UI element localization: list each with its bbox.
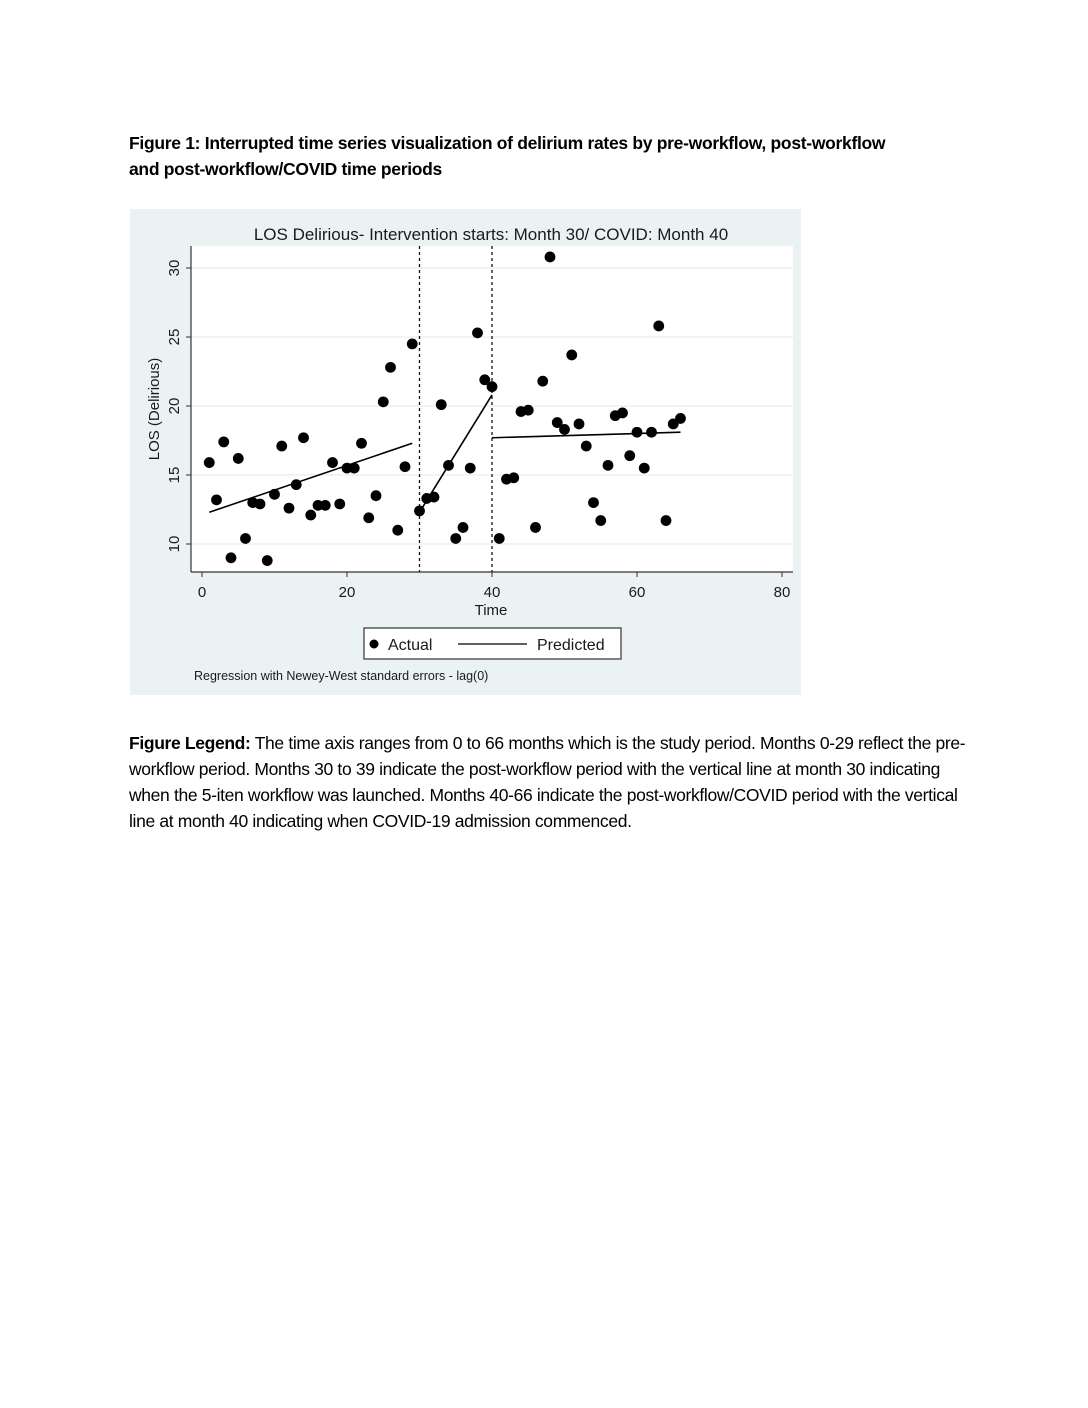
actual-point bbox=[327, 457, 338, 468]
actual-point bbox=[465, 463, 476, 474]
actual-point bbox=[559, 424, 570, 435]
actual-point bbox=[487, 381, 498, 392]
y-tick-label: 20 bbox=[166, 397, 183, 415]
actual-point bbox=[276, 441, 287, 452]
x-tick-label: 40 bbox=[483, 584, 501, 601]
actual-point bbox=[646, 427, 657, 438]
actual-point bbox=[407, 339, 418, 350]
figure-legend bbox=[129, 730, 969, 834]
actual-point bbox=[639, 463, 650, 474]
actual-point bbox=[211, 494, 222, 505]
its-chart bbox=[130, 209, 801, 695]
x-tick-label: 80 bbox=[773, 584, 791, 601]
actual-point bbox=[226, 552, 237, 563]
actual-point bbox=[450, 533, 461, 544]
actual-point bbox=[356, 438, 367, 449]
actual-point bbox=[588, 497, 599, 508]
actual-point bbox=[363, 512, 374, 523]
x-tick-label: 20 bbox=[338, 584, 356, 601]
actual-point bbox=[675, 413, 686, 424]
actual-point bbox=[298, 432, 309, 443]
actual-point bbox=[400, 461, 411, 472]
actual-point bbox=[429, 492, 440, 503]
y-tick-label: 10 bbox=[166, 535, 183, 553]
chart-title: LOS Delirious- Intervention starts: Month 30/ COVID: Month 40 bbox=[253, 225, 729, 244]
x-tick-label: 60 bbox=[628, 584, 646, 601]
figure-caption: Figure 1: Interrupted time series visualization of delirium rates by pre-workflow, post-workflow and post-workflow/COVID time periods bbox=[129, 133, 886, 179]
y-tick-label: 25 bbox=[166, 328, 183, 346]
figure-legend-body: The time axis ranges from 0 to 66 months which is the study period. Months 0-29 reflect the pre-workflow period. Months 30 to 39 indicate the post-workflow period with the vertical line at month 30 indicating when the 5-iten workflow was launched. Months 40-66 indicate the post-workflow/COVID period with the vertical line at month 40 indicating when COVID-19 admission commenced. bbox=[129, 733, 966, 831]
figure-panel bbox=[130, 209, 801, 695]
actual-point bbox=[218, 436, 229, 447]
chart-note: Regression with Newey-West standard errors - lag(0) bbox=[194, 669, 489, 683]
actual-point bbox=[392, 525, 403, 536]
actual-point bbox=[581, 441, 592, 452]
y-tick-label: 30 bbox=[166, 259, 183, 277]
actual-point bbox=[632, 427, 643, 438]
actual-point bbox=[472, 327, 483, 338]
actual-point bbox=[545, 252, 556, 263]
actual-point bbox=[624, 450, 635, 461]
actual-point bbox=[414, 505, 425, 516]
x-tick-label: 0 bbox=[197, 584, 207, 601]
actual-point bbox=[233, 453, 244, 464]
actual-point bbox=[494, 533, 505, 544]
actual-point bbox=[443, 460, 454, 471]
figure-legend-label: Figure Legend: bbox=[129, 733, 251, 753]
actual-point bbox=[305, 510, 316, 521]
actual-point bbox=[537, 376, 548, 387]
actual-point bbox=[262, 555, 273, 566]
actual-point bbox=[508, 472, 519, 483]
actual-point bbox=[240, 533, 251, 544]
actual-point bbox=[458, 522, 469, 533]
actual-point bbox=[436, 399, 447, 410]
actual-point bbox=[574, 419, 585, 430]
actual-point bbox=[204, 457, 215, 468]
actual-point bbox=[320, 500, 331, 511]
actual-point bbox=[291, 479, 302, 490]
actual-point bbox=[255, 499, 266, 510]
actual-point bbox=[523, 405, 534, 416]
actual-point bbox=[334, 499, 345, 510]
legend-predicted-label: Predicted bbox=[537, 637, 605, 654]
actual-point bbox=[378, 396, 389, 407]
actual-point bbox=[385, 362, 396, 373]
actual-point bbox=[284, 503, 295, 514]
actual-point bbox=[603, 460, 614, 471]
legend-actual-label: Actual bbox=[388, 637, 433, 654]
y-axis-label: LOS (Delirious) bbox=[146, 357, 163, 461]
actual-point bbox=[269, 489, 280, 500]
legend bbox=[364, 628, 621, 659]
actual-point bbox=[617, 408, 628, 419]
actual-point bbox=[349, 463, 360, 474]
actual-point bbox=[566, 350, 577, 361]
actual-point bbox=[371, 490, 382, 501]
actual-point bbox=[653, 321, 664, 332]
legend-actual-marker bbox=[370, 640, 379, 649]
actual-point bbox=[661, 515, 672, 526]
actual-point bbox=[530, 522, 541, 533]
x-axis-label: Time bbox=[474, 602, 508, 619]
y-tick-label: 15 bbox=[166, 466, 183, 484]
actual-point bbox=[595, 515, 606, 526]
